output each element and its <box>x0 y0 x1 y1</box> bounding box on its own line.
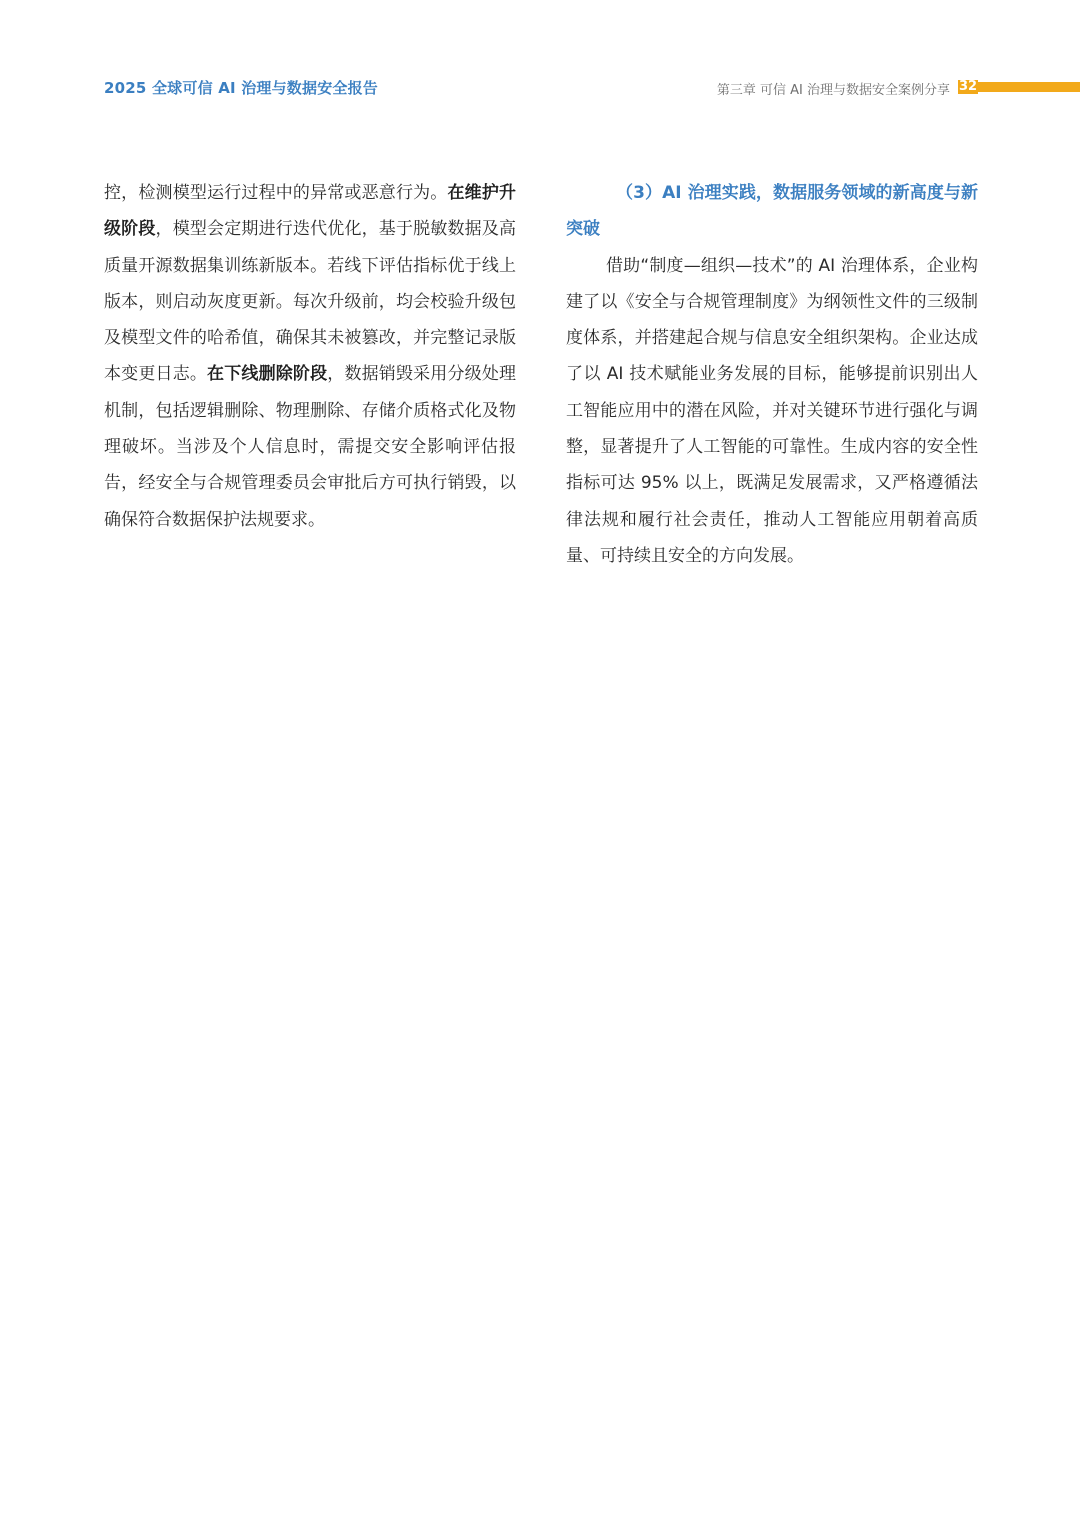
emphasis-deletion-stage: 在下线删除阶段 <box>207 364 328 385</box>
left-paragraph <box>104 175 516 538</box>
right-column <box>566 175 978 574</box>
report-title: 2025 全球可信 AI 治理与数据安全报告 <box>104 79 379 97</box>
page-number: 32 <box>958 79 978 94</box>
section-heading: （3）AI 治理实践，数据服务领域的新高度与新突破 <box>566 183 978 240</box>
chapter-title: 第三章 可信 AI 治理与数据安全案例分享 <box>716 83 950 98</box>
header-accent-bar <box>978 82 1080 92</box>
emphasis-maintenance-stage: 在维护升级阶段 <box>104 183 517 240</box>
paragraph-text: 控，检测模型运行过程中的异常或恶意行为。 <box>104 183 448 203</box>
left-column <box>104 175 516 538</box>
paragraph-text: ，数据销毁采用分级处理机制，包括逻辑删除、物理删除、存储介质格式化及物理破坏。当涉及个人信息时，需提交安全影响评估报告，经安全与合规管理委员会审批后方可执行销毁，以确保符合数据保护法规要求。 <box>104 364 517 530</box>
right-paragraph: 借助“制度—组织—技术”的 AI 治理体系，企业构建了以《安全与合规管理制度》为纲领性文件的三级制度体系，并搭建起合规与信息安全组织架构。企业达成了以 AI 技术赋能业务发展的目标，能够提前识别出人工智能应用中的潜在风险，并对关键环节进行强化与调整，显著提升了人工智能的可靠性。生成内容的安全性指标可达 95% 以上，既满足发展需求，又严格遵循法律法规和履行社会责任，推动人工智能应用朝着高质量、可持续且安全的方向发展。 <box>566 255 978 566</box>
paragraph-text: ，模型会定期进行迭代优化，基于脱敏数据及高质量开源数据集训练新版本。若线下评估指标优于线上版本，则启动灰度更新。每次升级前，均会校验升级包及模型文件的哈希值，确保其未被篡改，并完整记录版本变更日志。 <box>104 219 517 385</box>
